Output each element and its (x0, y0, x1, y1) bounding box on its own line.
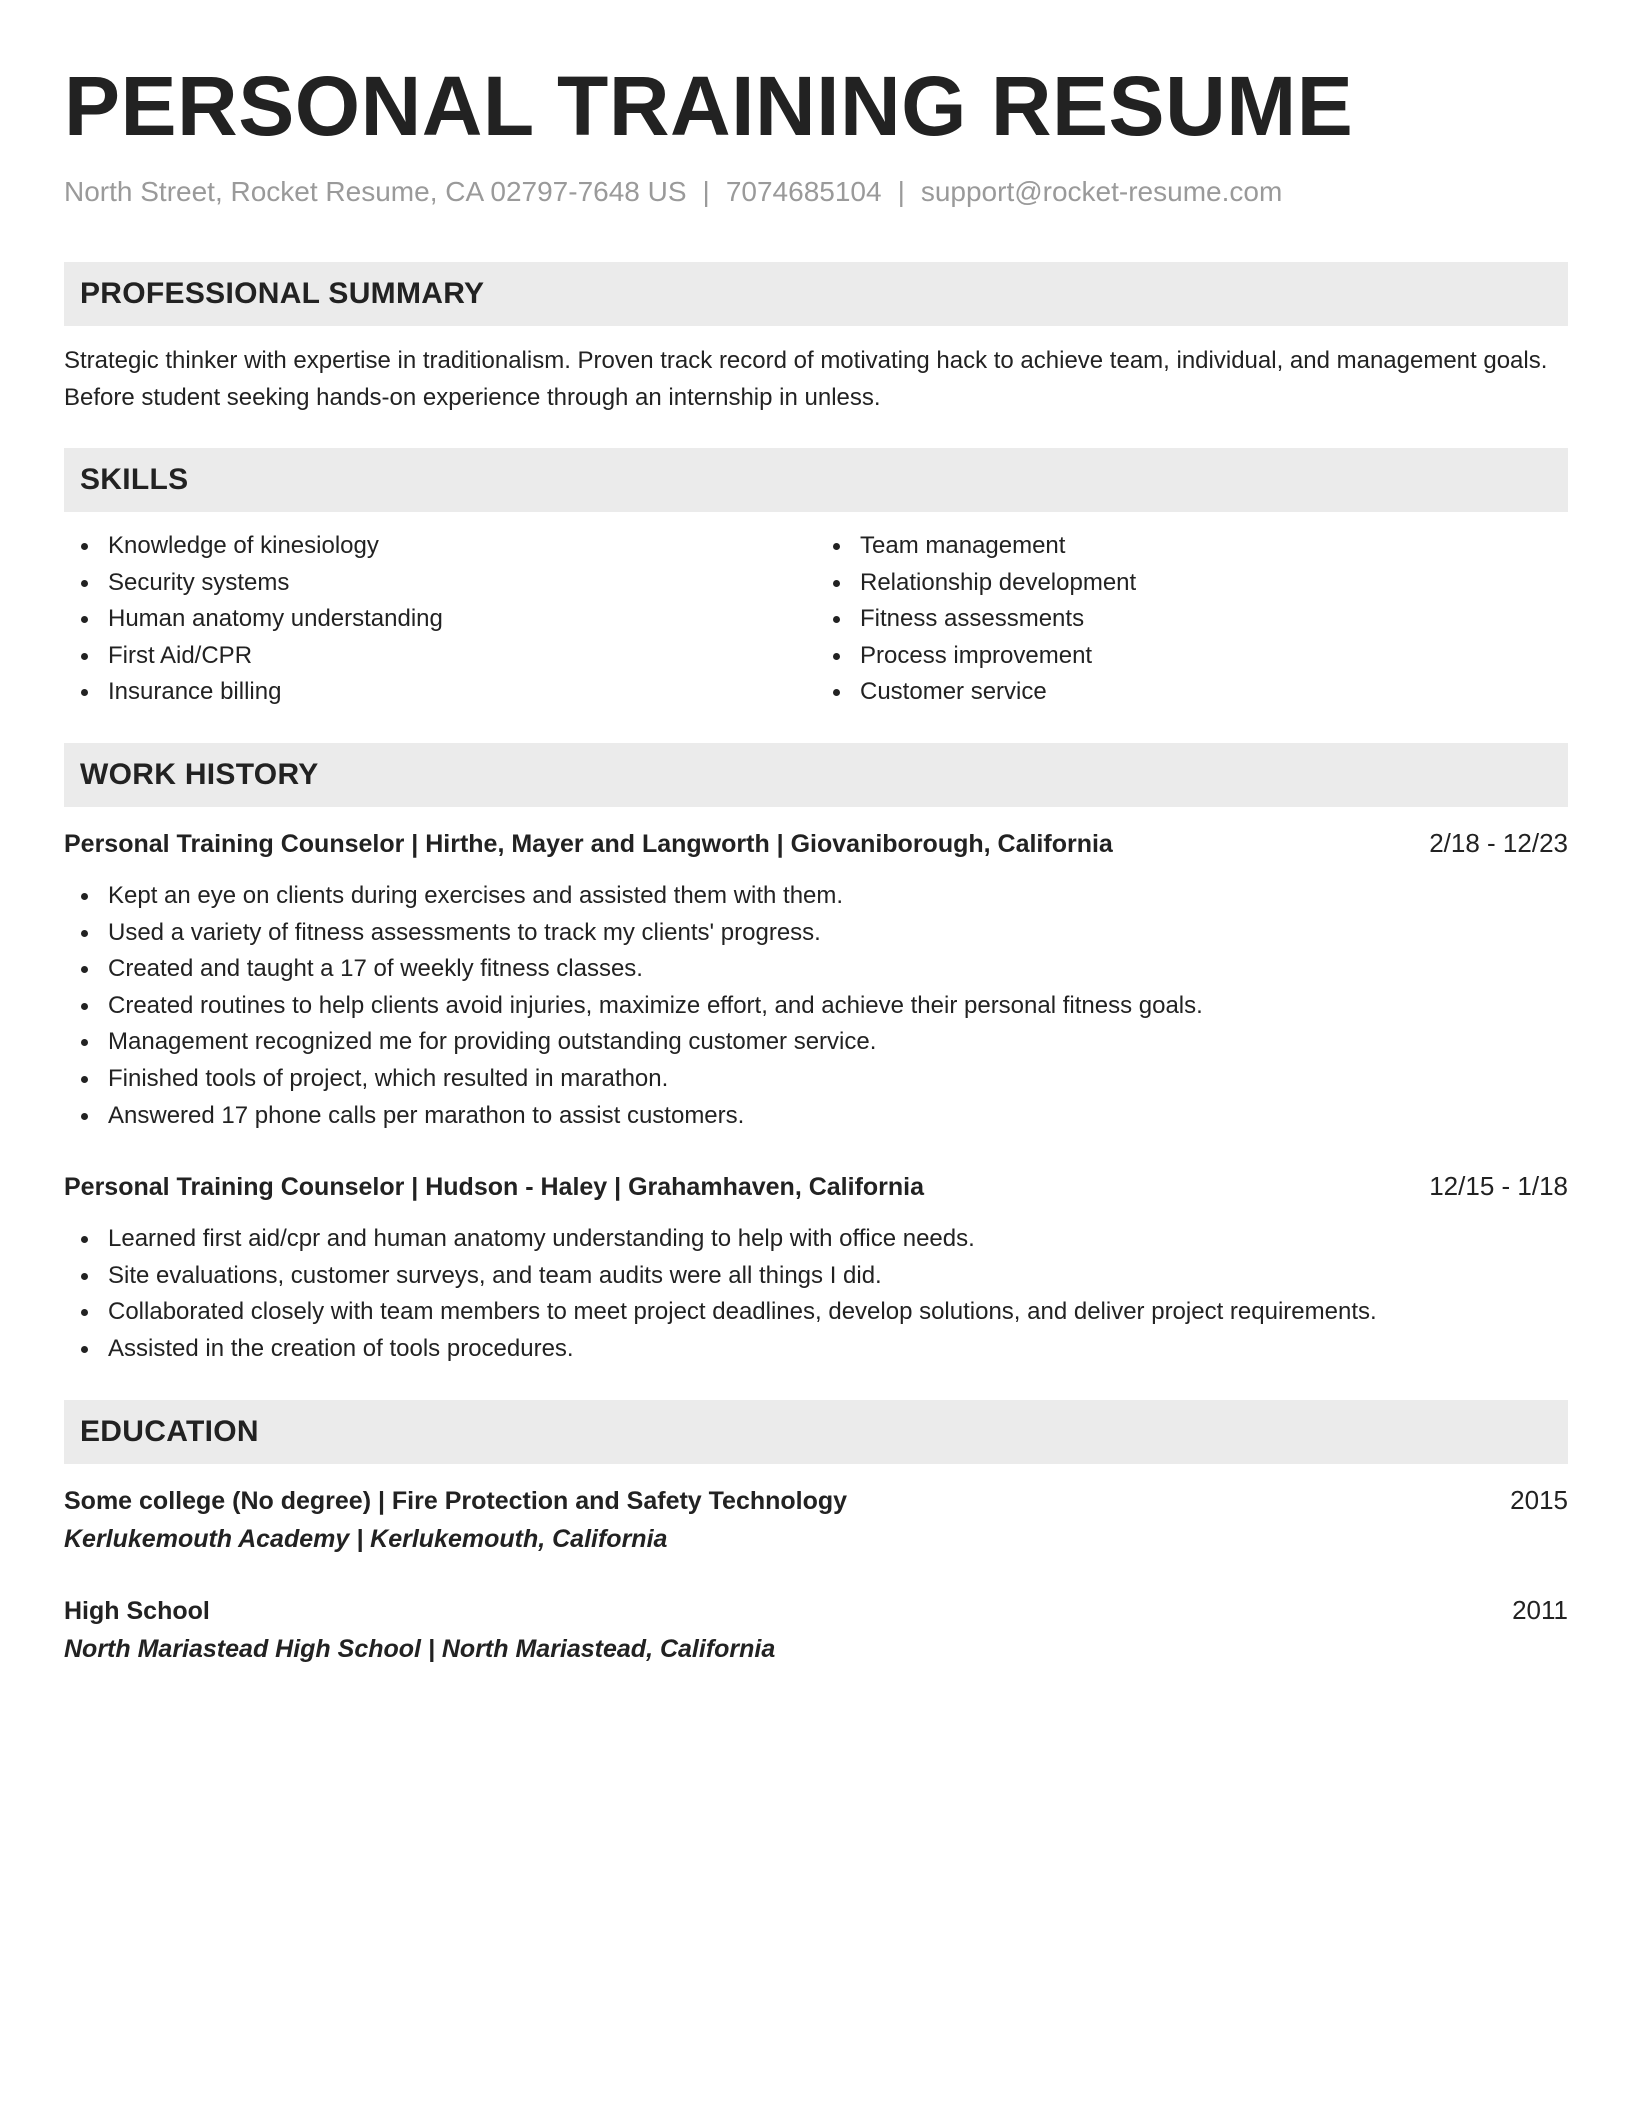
skills-column-right (816, 528, 1568, 711)
job-bullet: Finished tools of project, which resulted in marathon. (64, 1061, 1568, 1098)
education-year: 2011 (1512, 1594, 1568, 1625)
contact-email: support@rocket-resume.com (920, 176, 1283, 207)
job-bullet: Collaborated closely with team members to meet project deadlines, develop solutions, and deliver project requirements. (64, 1294, 1568, 1331)
contact-phone: 7074685104 (725, 176, 882, 207)
education-title: Some college (No degree) | Fire Protection and Safety Technology (64, 1486, 848, 1515)
job-dates: 12/15 - 1/18 (1429, 1171, 1568, 1202)
skill-item: Security systems (64, 565, 816, 602)
job-bullet: Answered 17 phone calls per marathon to assist customers. (64, 1098, 1568, 1135)
skill-item: Team management (816, 528, 1568, 565)
job-bullet: Assisted in the creation of tools procedures. (64, 1331, 1568, 1368)
skills-list (64, 528, 1568, 711)
job-bullet: Management recognized me for providing outstanding customer service. (64, 1024, 1568, 1061)
skill-item: Process improvement (816, 638, 1568, 675)
education-title: High School (64, 1596, 210, 1625)
job-bullet: Learned first aid/cpr and human anatomy understanding to help with office needs. (64, 1221, 1568, 1258)
section-header-education: EDUCATION (64, 1400, 1568, 1464)
skill-item: Knowledge of kinesiology (64, 528, 816, 565)
skill-item: First Aid/CPR (64, 638, 816, 675)
section-header-skills: SKILLS (64, 448, 1568, 512)
contact-address: North Street, Rocket Resume, CA 02797-7648 US (64, 176, 687, 207)
resume-title: PERSONAL TRAINING RESUME (64, 59, 1354, 153)
job-bullet: Site evaluations, customer surveys, and team audits were all things I did. (64, 1258, 1568, 1295)
education-entry (64, 1482, 1568, 1558)
job-bullet: Used a variety of fitness assessments to track my clients' progress. (64, 915, 1568, 952)
contact-separator: | (897, 176, 905, 207)
skill-item: Insurance billing (64, 674, 816, 711)
skill-item: Relationship development (816, 565, 1568, 602)
job-bullet: Created routines to help clients avoid injuries, maximize effort, and achieve their personal fitness goals. (64, 988, 1568, 1025)
job-dates: 2/18 - 12/23 (1429, 827, 1568, 858)
skill-item: Fitness assessments (816, 601, 1568, 638)
education-school: Kerlukemouth Academy | Kerlukemouth, California (64, 1524, 668, 1553)
job-bullets (64, 878, 1568, 1134)
job-title: Personal Training Counselor | Hudson - Haley | Grahamhaven, California (64, 1173, 925, 1202)
job-bullets (64, 1221, 1568, 1367)
job-bullet: Kept an eye on clients during exercises and assisted them with them. (64, 878, 1568, 915)
skills-column-left (64, 528, 816, 711)
job-bullet: Created and taught a 17 of weekly fitness classes. (64, 951, 1568, 988)
education-school: North Mariastead High School | North Mariastead, California (64, 1634, 776, 1663)
education-entry (64, 1592, 1568, 1668)
job-entry (64, 825, 1568, 1134)
job-entry (64, 1168, 1568, 1367)
skill-item: Customer service (816, 674, 1568, 711)
education-year: 2015 (1510, 1484, 1568, 1515)
contact-separator: | (702, 176, 710, 207)
summary-text: Strategic thinker with expertise in traditionalism. Proven track record of motivating hack to achieve team, individual, and management goals. Before student seeking hands-on experience through an internship in unless. (64, 347, 1548, 411)
skill-item: Human anatomy understanding (64, 601, 816, 638)
contact-line (64, 174, 1568, 210)
section-header-work-history: WORK HISTORY (64, 743, 1568, 807)
section-header-summary: PROFESSIONAL SUMMARY (64, 262, 1568, 326)
job-title: Personal Training Counselor | Hirthe, Mayer and Langworth | Giovaniborough, California (64, 829, 1113, 858)
